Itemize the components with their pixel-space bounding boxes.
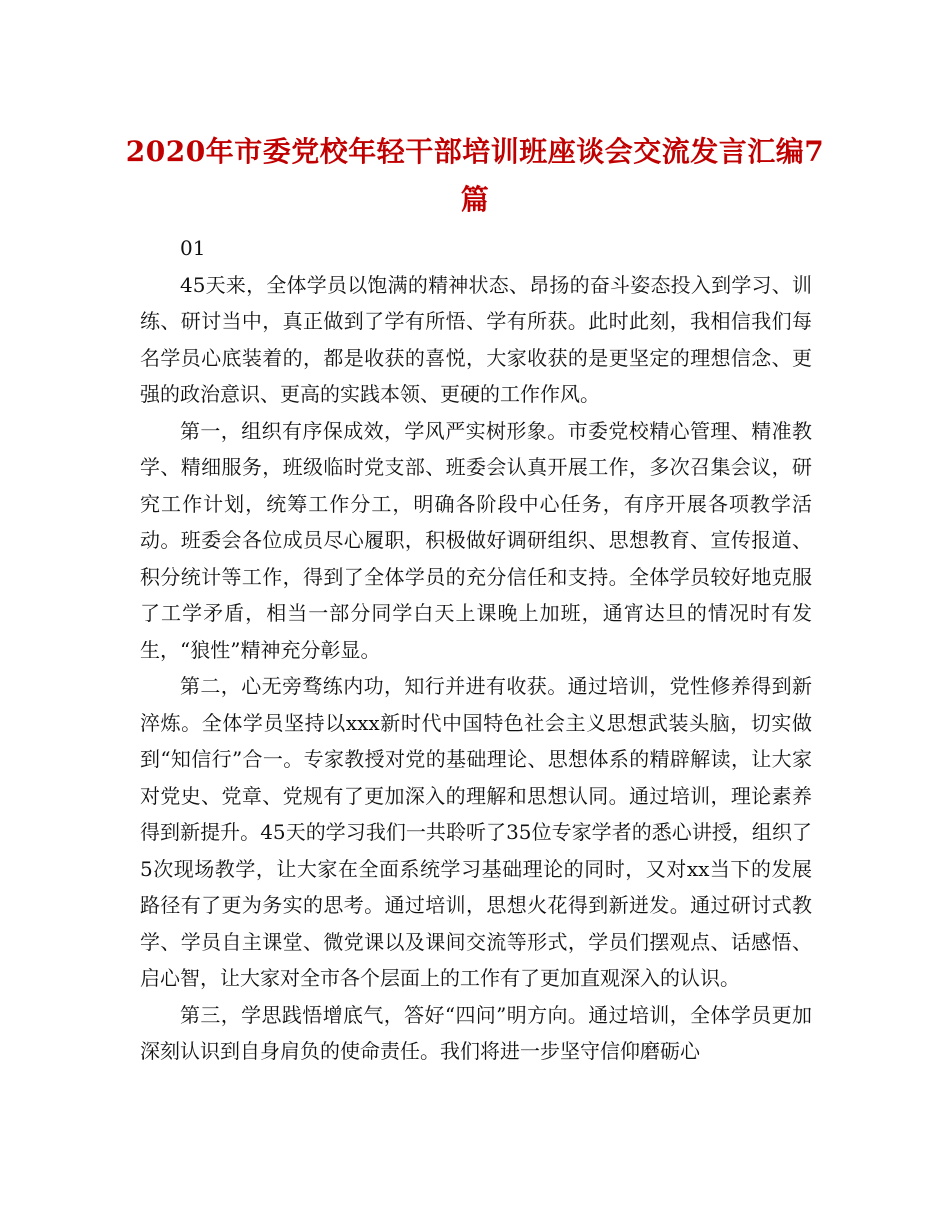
paragraph-first: 第一，组织有序保成效，学风严实树形象。市委党校精心管理、精准教学、精细服务，班级临时党支部、班委会认真开展工作，多次召集会议，研究工作计划，统筹工作分工，明确各阶段中心任务，有序开展各项教学活动。班委会各位成员尽心履职，积极做好调研组织、思想教育、宣传报道、积分统计等工作，得到了全体学员的充分信任和支持。全体学员较好地克服了工学矛盾，相当一部分同学白天上课晚上加班，通宵达旦的情况时有发生，“狼性”精神充分彰显。 xyxy=(140,418,812,662)
document-title: 2020年市委党校年轻干部培训班座谈会交流发言汇编7篇 xyxy=(125,135,825,216)
document-body xyxy=(140,230,812,1070)
section-number: 01 xyxy=(180,236,206,260)
paragraph-third: 第三，学思践悟增底气，答好“四问”明方向。通过培训，全体学员更加深刻认识到自身肩负的使命责任。我们将进一步坚守信仰磨砺心 xyxy=(140,1002,812,1063)
paragraph-intro: 45天来，全体学员以饱满的精神状态、昂扬的奋斗姿态投入到学习、训练、研讨当中，真正做到了学有所悟、学有所获。此时此刻，我相信我们每名学员心底装着的，都是收获的喜悦，大家收获的是更坚定的理想信念、更强的政治意识、更高的实践本领、更硬的工作作风。 xyxy=(140,272,812,406)
paragraph-second: 第二，心无旁骛练内功，知行并进有收获。通过培训，党性修养得到新淬炼。全体学员坚持以xxx新时代中国特色社会主义思想武装头脑，切实做到“知信行”合一。专家教授对党的基础理论、思想体系的精辟解读，让大家对党史、党章、党规有了更加深入的理解和思想认同。通过培训，理论素养得到新提升。45天的学习我们一共聆听了35位专家学者的悉心讲授，组织了5次现场教学，让大家在全面系统学习基础理论的同时，又对xx当下的发展路径有了更为务实的思考。通过培训，思想火花得到新迸发。通过研讨式教学、学员自主课堂、微党课以及课间交流等形式，学员们摆观点、话感悟、启心智，让大家对全市各个层面上的工作有了更加直观深入的认识。 xyxy=(140,674,812,990)
